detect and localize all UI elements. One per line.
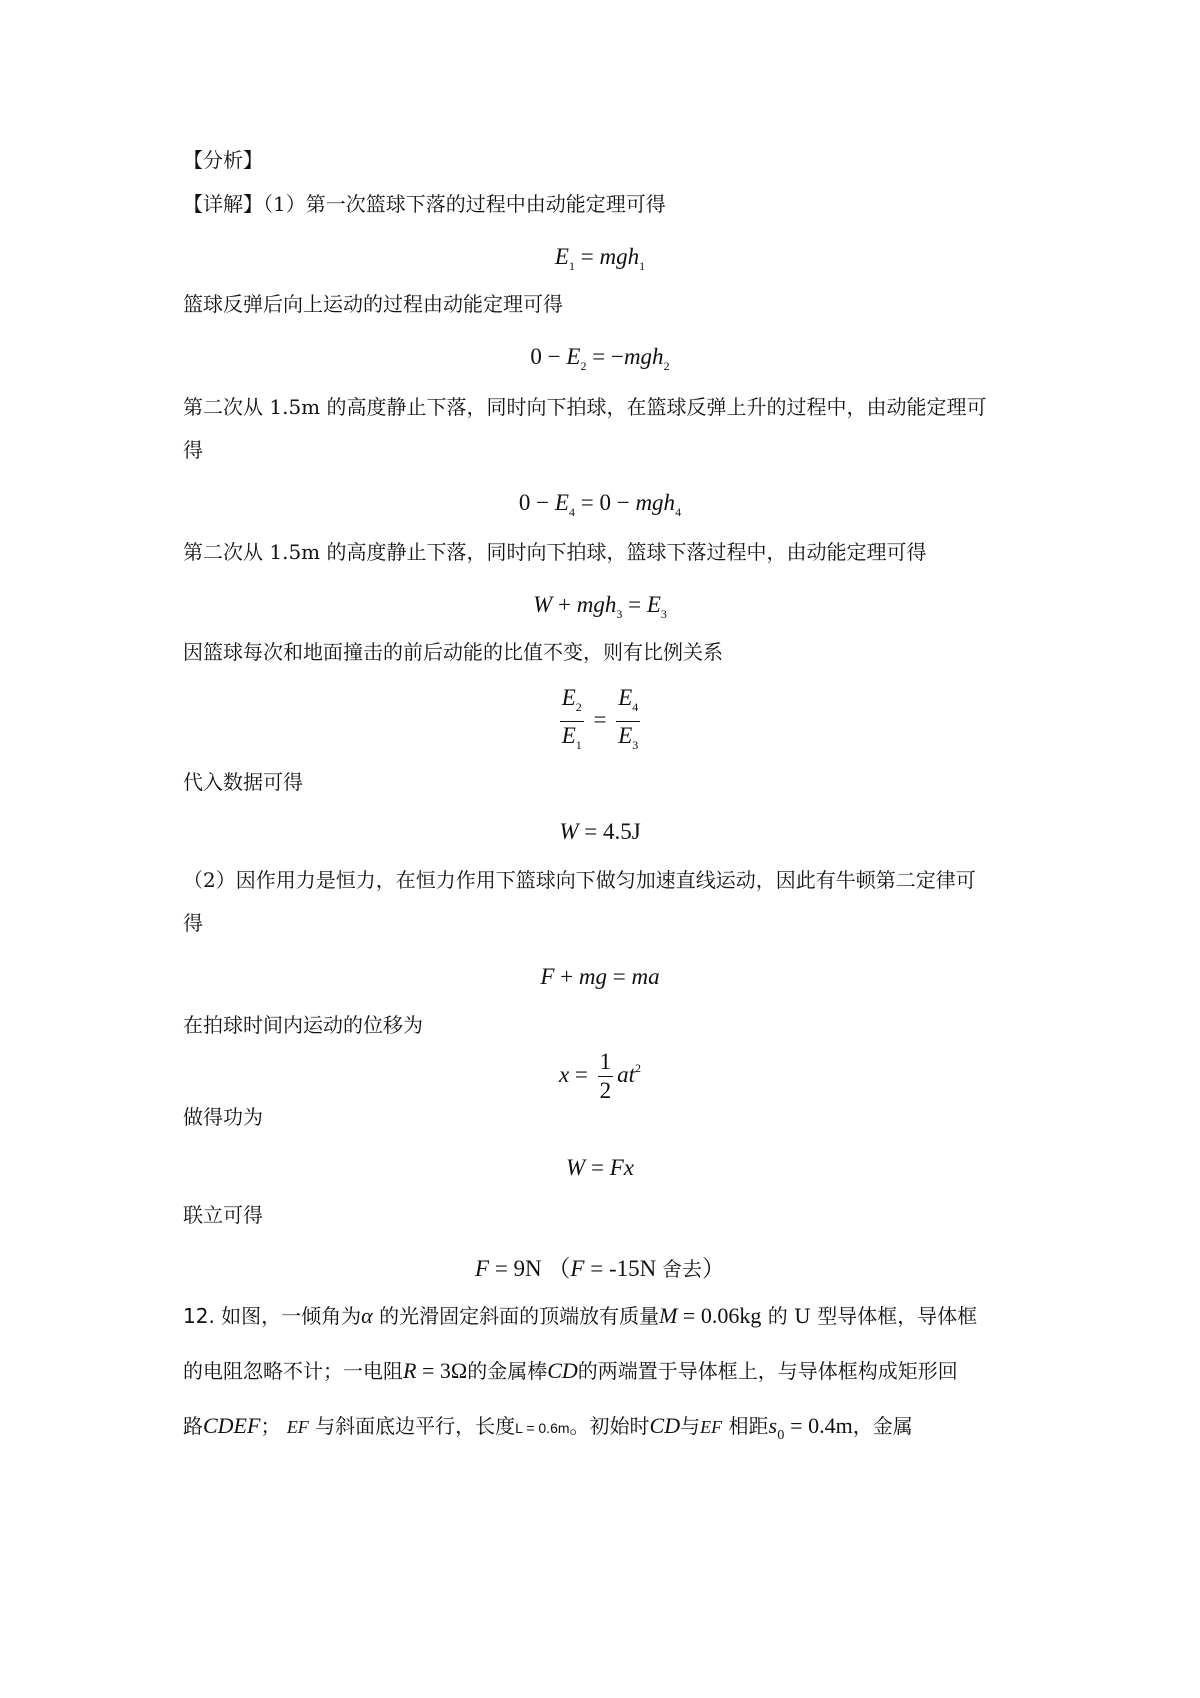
equation-8: x = $\frac{1}{2}$ $at^2$: [558, 1049, 642, 1103]
q12-number: 12.: [183, 1304, 215, 1328]
equation-9: W = Fx: [566, 1155, 634, 1180]
equation-4: $W + mgh_3 = E_3$: [533, 592, 667, 621]
text-combine: 联立可得: [183, 1203, 263, 1227]
detail-paragraph: [183, 190, 1023, 218]
text-second-up-1: 第二次从 1.5m 的高度静止下落，同时向下拍球，在篮球反弹上升的过程中，由动能定理可: [183, 395, 987, 419]
q12-line-1: 12. 如图，一倾角为α 的光滑固定斜面的顶端放有质量M = 0.06kg 的 U 型导体框，导体框: [183, 1303, 978, 1328]
detail-heading: 【详解】: [183, 192, 263, 216]
analysis-heading: 【分析】: [183, 148, 263, 172]
text-substitute: 代入数据可得: [183, 770, 303, 794]
equation-7: F + mg = ma: [540, 964, 660, 989]
equation-10: F = 9N （F = -15N 舍去）: [475, 1256, 725, 1281]
part2-line-1: （2）因作用力是恒力，在恒力作用下篮球向下做匀加速直线运动，因此有牛顿第二定律可: [183, 868, 976, 892]
equation-3: $0 - E_4 = 0 - mgh_4$: [518, 490, 682, 519]
fraction-right: $\frac{E_4}{E_3}$: [618, 685, 639, 752]
text-second-up-2: 得: [183, 438, 203, 462]
equation-6: W = 4.5J: [559, 819, 641, 844]
part2-line-2: 得: [183, 911, 203, 935]
q12-line-3: 路CDEF； EF 与斜面底边平行，长度L = 0.6m。初始时CD与EF 相距$s_0 = 0.4m$，金属: [183, 1413, 913, 1442]
q12-line-2: 的电阻忽略不计；一电阻R = 3Ω的金属棒CD的两端置于导体框上，与导体框构成矩形回: [183, 1358, 958, 1383]
equation-1: $E_1 = mgh_1$: [554, 244, 646, 273]
text-displacement: 在拍球时间内运动的位移为: [183, 1013, 423, 1037]
text-bounce: 篮球反弹后向上运动的过程由动能定理可得: [183, 292, 563, 316]
text-second-down: 第二次从 1.5m 的高度静止下落，同时向下拍球，篮球下落过程中，由动能定理可得: [183, 540, 927, 564]
fraction-half: $\frac{1}{2}$: [599, 1049, 612, 1103]
fraction-left: $\frac{E_2}{E_1}$: [561, 685, 582, 752]
equation-2: $0 - E_2 = -mgh_2$: [530, 344, 670, 373]
text-work: 做得功为: [183, 1105, 263, 1129]
part1-intro: （1）第一次篮球下落的过程中由动能定理可得: [263, 192, 666, 216]
text-ratio: 因篮球每次和地面撞击的前后动能的比值不变，则有比例关系: [183, 640, 723, 664]
equation-5: $\frac{E_2}{E_1}$ = $\frac{E_4}{E_3}$: [0, 684, 1200, 759]
